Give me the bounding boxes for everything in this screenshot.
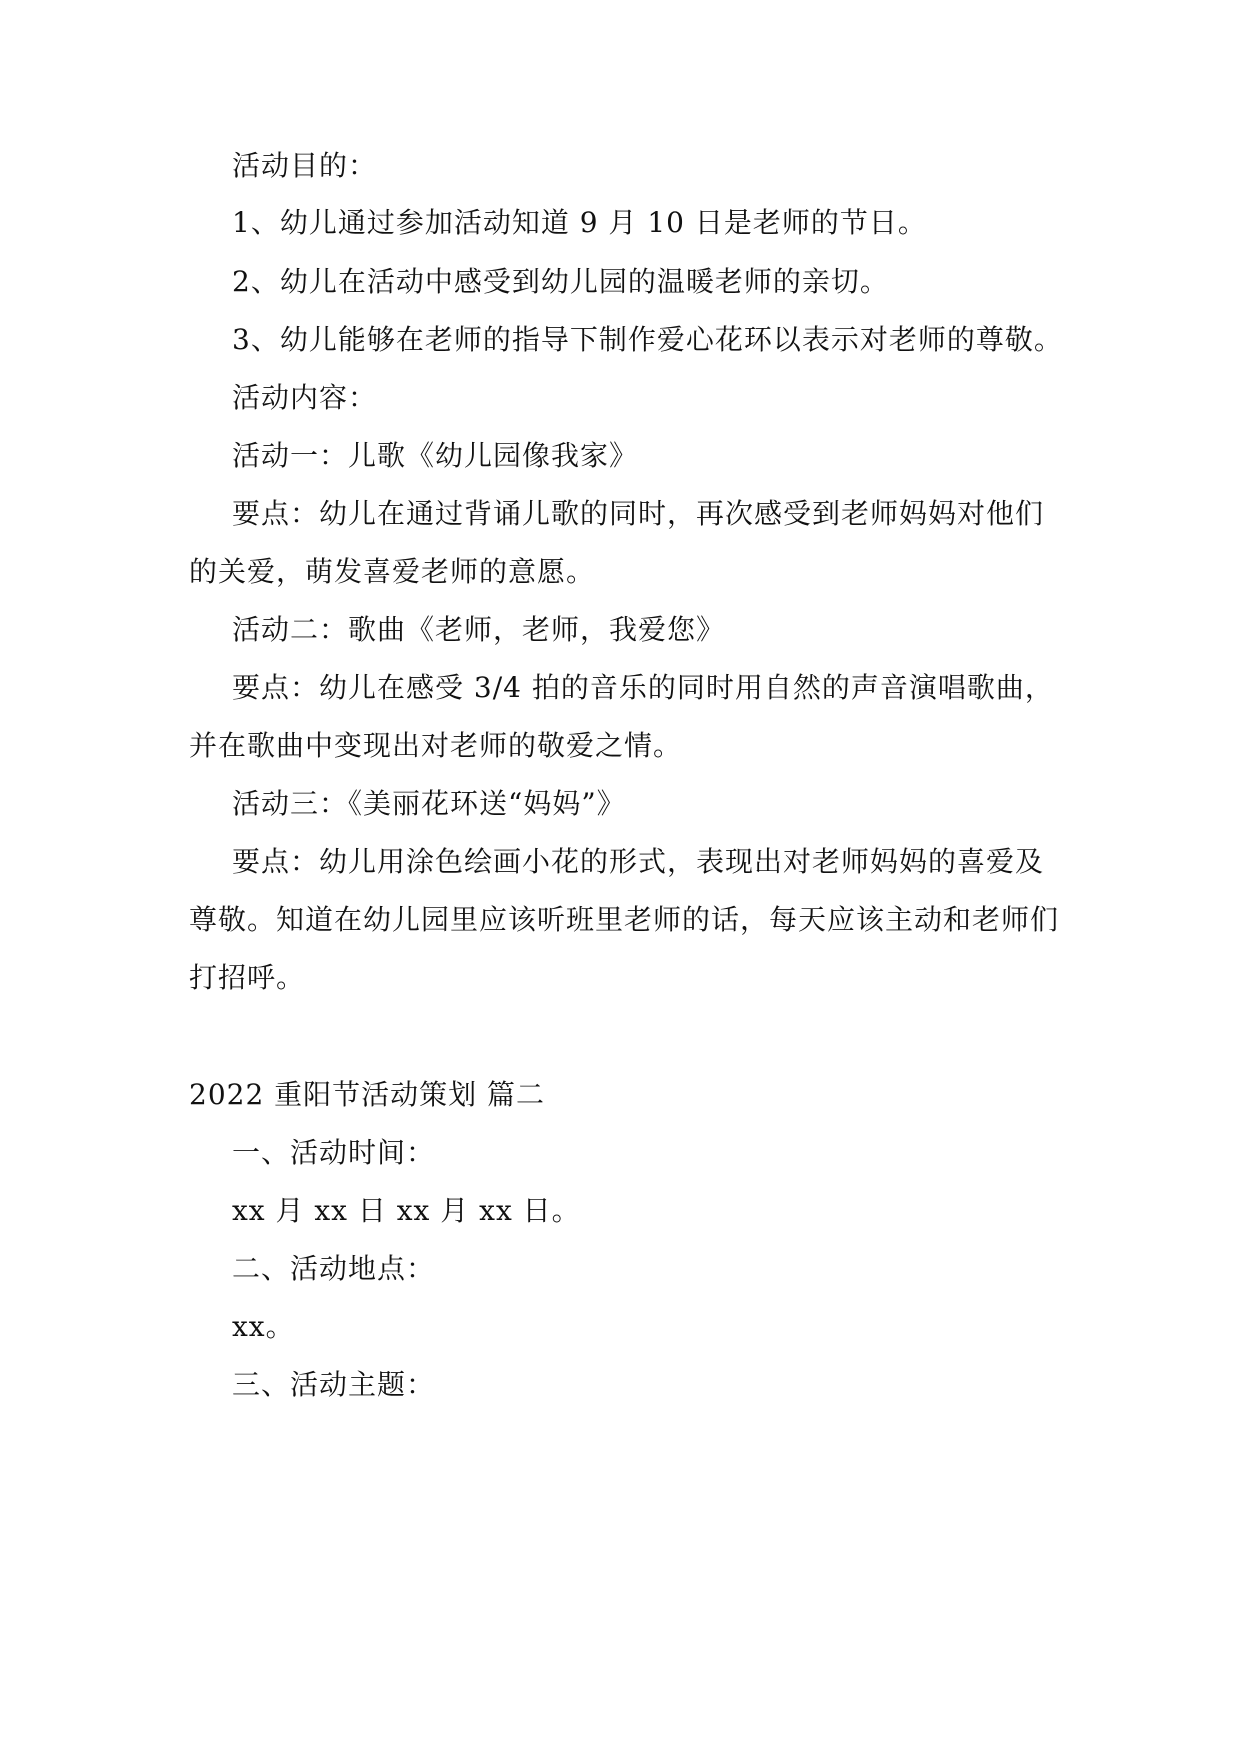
activity2-point-line1: 要点：幼儿在感受 3/4 拍的音乐的同时用自然的声音演唱歌曲， <box>232 671 1054 704</box>
theme-heading: 三、活动主题： <box>232 1368 436 1401</box>
activity3-point-line2: 尊敬。知道在幼儿园里应该听班里老师的话，每天应该主动和老师们 <box>189 903 1060 936</box>
time-value: xx 月 xx 日 xx 月 xx 日。 <box>232 1194 581 1227</box>
activity3-title: 活动三：《美丽花环送“妈妈”》 <box>232 787 626 820</box>
activity2-point-line2: 并在歌曲中变现出对老师的敬爱之情。 <box>189 729 683 762</box>
time-heading: 一、活动时间： <box>232 1136 436 1169</box>
content-heading: 活动内容： <box>232 381 378 414</box>
activity3-point-line3: 打招呼。 <box>189 961 306 994</box>
activity1-title: 活动一：儿歌《幼儿园像我家》 <box>232 439 639 472</box>
purpose-item-3: 3、幼儿能够在老师的指导下制作爱心花环以表示对老师的尊敬。 <box>232 323 1063 356</box>
activity1-point-line1: 要点：幼儿在通过背诵儿歌的同时，再次感受到老师妈妈对他们 <box>232 497 1045 530</box>
section2-title: 2022 重阳节活动策划 篇二 <box>189 1078 546 1111</box>
place-value: xx。 <box>232 1310 295 1343</box>
activity3-point-line1: 要点：幼儿用涂色绘画小花的形式，表现出对老师妈妈的喜爱及 <box>232 845 1045 878</box>
activity1-point-line2: 的关爱，萌发喜爱老师的意愿。 <box>189 555 596 588</box>
purpose-heading: 活动目的： <box>232 149 378 182</box>
purpose-item-1: 1、幼儿通过参加活动知道 9 月 10 日是老师的节日。 <box>232 206 927 239</box>
activity2-title: 活动二：歌曲《老师，老师，我爱您》 <box>232 613 726 646</box>
place-heading: 二、活动地点： <box>232 1252 436 1285</box>
purpose-item-2: 2、幼儿在活动中感受到幼儿园的温暖老师的亲切。 <box>232 265 889 298</box>
